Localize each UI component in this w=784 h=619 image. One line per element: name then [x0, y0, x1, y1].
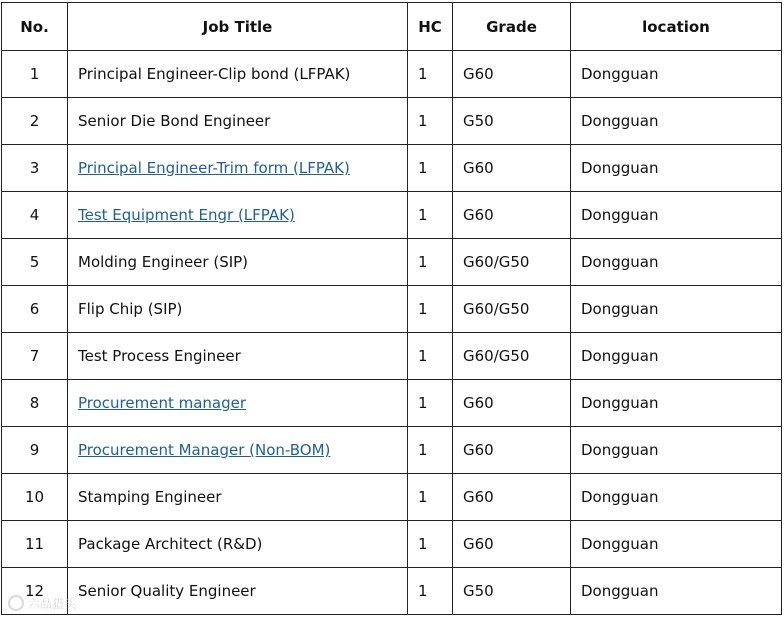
row-number: 8: [2, 380, 68, 427]
job-title-cell: Molding Engineer (SIP): [68, 239, 408, 286]
header-location: location: [571, 3, 782, 51]
table-row: [2, 474, 782, 521]
grade: G60: [453, 474, 571, 521]
job-title-link[interactable]: Principal Engineer-Trim form (LFPAK): [78, 159, 350, 177]
location: Dongguan: [571, 192, 782, 239]
header-no: No.: [2, 3, 68, 51]
location: Dongguan: [571, 427, 782, 474]
headcount: 1: [408, 239, 453, 286]
job-title-cell: [68, 427, 408, 474]
grade: G60: [453, 427, 571, 474]
location: Dongguan: [571, 145, 782, 192]
location: Dongguan: [571, 521, 782, 568]
table-row: [2, 380, 782, 427]
job-title-cell: Senior Die Bond Engineer: [68, 98, 408, 145]
job-title-link[interactable]: Test Equipment Engr (LFPAK): [78, 206, 295, 224]
row-number: 9: [2, 427, 68, 474]
row-number: 5: [2, 239, 68, 286]
grade: G60: [453, 521, 571, 568]
location: Dongguan: [571, 239, 782, 286]
table-header-row: [2, 3, 782, 51]
grade: G60/G50: [453, 333, 571, 380]
grade: G60: [453, 380, 571, 427]
grade: G60: [453, 145, 571, 192]
row-number: 3: [2, 145, 68, 192]
location: Dongguan: [571, 51, 782, 98]
job-table: [1, 2, 782, 615]
row-number: 2: [2, 98, 68, 145]
job-title-cell: Senior Quality Engineer: [68, 568, 408, 615]
job-title-cell: [68, 380, 408, 427]
table-row: [2, 568, 782, 615]
grade: G60/G50: [453, 286, 571, 333]
job-title-link[interactable]: Procurement Manager (Non-BOM): [78, 441, 331, 459]
grade: G60: [453, 51, 571, 98]
job-title-cell: Principal Engineer-Clip bond (LFPAK): [68, 51, 408, 98]
table-row: [2, 145, 782, 192]
location: Dongguan: [571, 568, 782, 615]
headcount: 1: [408, 427, 453, 474]
table-row: [2, 239, 782, 286]
row-number: 1: [2, 51, 68, 98]
header-grade: Grade: [453, 3, 571, 51]
headcount: 1: [408, 333, 453, 380]
table-row: [2, 51, 782, 98]
table-row: [2, 286, 782, 333]
table-row: [2, 427, 782, 474]
grade: G50: [453, 98, 571, 145]
headcount: 1: [408, 145, 453, 192]
location: Dongguan: [571, 380, 782, 427]
location: Dongguan: [571, 474, 782, 521]
headcount: 1: [408, 192, 453, 239]
headcount: 1: [408, 568, 453, 615]
headcount: 1: [408, 474, 453, 521]
job-title-cell: Flip Chip (SIP): [68, 286, 408, 333]
job-title-cell: Package Architect (R&D): [68, 521, 408, 568]
row-number: 4: [2, 192, 68, 239]
job-title-cell: Stamping Engineer: [68, 474, 408, 521]
job-title-cell: [68, 192, 408, 239]
header-hc: HC: [408, 3, 453, 51]
grade: G60/G50: [453, 239, 571, 286]
table-row: [2, 98, 782, 145]
watermark-text: 六品猎头: [28, 596, 77, 611]
headcount: 1: [408, 521, 453, 568]
table-row: [2, 333, 782, 380]
row-number: 6: [2, 286, 68, 333]
headcount: 1: [408, 380, 453, 427]
location: Dongguan: [571, 286, 782, 333]
job-title-link[interactable]: Procurement manager: [78, 394, 247, 412]
row-number: 12: [2, 568, 68, 615]
row-number: 7: [2, 333, 68, 380]
location: Dongguan: [571, 333, 782, 380]
row-number: 11: [2, 521, 68, 568]
location: Dongguan: [571, 98, 782, 145]
grade: G50: [453, 568, 571, 615]
row-number: 10: [2, 474, 68, 521]
grade: G60: [453, 192, 571, 239]
job-title-cell: [68, 145, 408, 192]
job-title-cell: Test Process Engineer: [68, 333, 408, 380]
header-job-title: Job Title: [68, 3, 408, 51]
headcount: 1: [408, 286, 453, 333]
table-row: [2, 521, 782, 568]
headcount: 1: [408, 51, 453, 98]
headcount: 1: [408, 98, 453, 145]
table-row: [2, 192, 782, 239]
